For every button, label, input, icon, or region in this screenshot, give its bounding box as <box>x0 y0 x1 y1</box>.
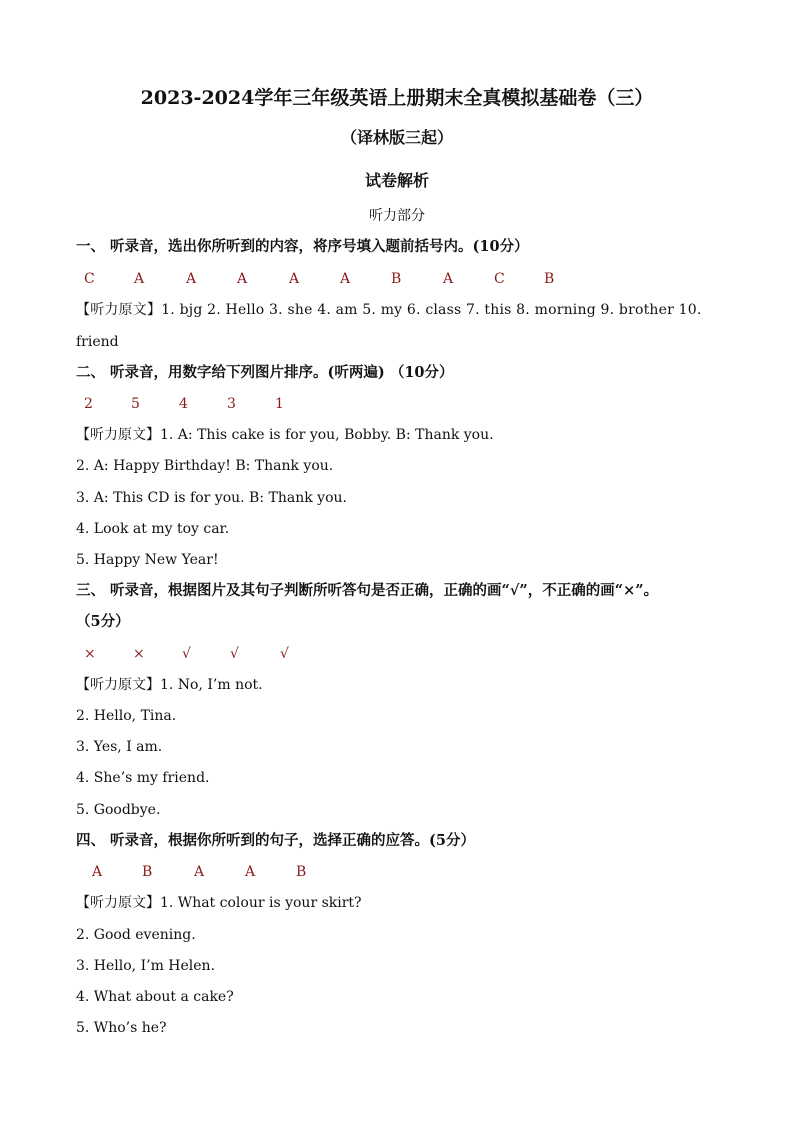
section-3-transcript-line-4: 4. She’s my friend. <box>76 770 210 786</box>
answer-2: 5 <box>131 396 140 412</box>
transcript-text: 1. A: This cake is for you, Bobby. B: Thank you. <box>160 427 494 443</box>
answer-4: 3 <box>227 396 236 412</box>
section-3-transcript-line-1 <box>76 676 263 694</box>
answer-6: A <box>340 271 351 287</box>
section-3-heading: 三、 听录音，根据图片及其句子判断所听答句是否正确，正确的画“√”，不正确的画“×”。 <box>76 582 659 599</box>
answer-4: A <box>245 864 256 880</box>
answer-3: A <box>194 864 205 880</box>
edition-subtitle: （译林版三起） <box>340 128 453 147</box>
answer-10: B <box>544 271 555 287</box>
transcript-tag: 【听力原文】 <box>76 677 160 693</box>
section-4-transcript-line-3: 3. Hello, I’m Helen. <box>76 958 216 974</box>
section-1-transcript-line-1 <box>76 301 702 319</box>
section-3-transcript-line-2: 2. Hello, Tina. <box>76 708 177 724</box>
section-4-transcript-line-4: 4. What about a cake? <box>76 989 234 1005</box>
section-4-transcript-line-2: 2. Good evening. <box>76 927 196 943</box>
section-3-transcript-line-3: 3. Yes, I am. <box>76 739 163 755</box>
answer-3: √ <box>182 646 191 662</box>
answer-4: A <box>237 271 248 287</box>
section-2-transcript-line-1 <box>76 426 494 444</box>
transcript-text: 1. bjg 2. Hello 3. she 4. am 5. my 6. class 7. this 8. morning 9. brother 10. <box>161 302 702 318</box>
answer-5: B <box>296 864 307 880</box>
section-2-transcript-line-3: 3. A: This CD is for you. B: Thank you. <box>76 490 347 506</box>
section-4-heading: 四、 听录音，根据你所听到的句子，选择正确的应答。(5分） <box>76 832 475 849</box>
section-2-transcript-line-5: 5. Happy New Year! <box>76 552 219 568</box>
section-4-transcript-line-5: 5. Who’s he? <box>76 1020 167 1036</box>
section-3-transcript-line-5: 5. Goodbye. <box>76 802 161 818</box>
page-title: 2023-2024学年三年级英语上册期末全真模拟基础卷（三） <box>140 87 654 109</box>
transcript-tag: 【听力原文】 <box>76 895 160 911</box>
section-2-transcript-line-4: 4. Look at my toy car. <box>76 521 230 537</box>
transcript-text: 1. No, I’m not. <box>160 677 263 693</box>
answer-1: C <box>84 271 95 287</box>
document-type: 试卷解析 <box>364 171 429 190</box>
section-1-heading: 一、 听录音，选出你所听到的内容，将序号填入题前括号内。(10分） <box>76 238 529 255</box>
transcript-tag: 【听力原文】 <box>76 427 160 443</box>
answer-2: A <box>134 271 145 287</box>
answer-2: × <box>133 646 145 662</box>
answer-9: C <box>494 271 505 287</box>
answer-1: A <box>92 864 103 880</box>
answer-5: √ <box>280 646 289 662</box>
answer-2: B <box>142 864 153 880</box>
section-2-heading: 二、 听录音，用数字给下列图片排序。(听两遍) （10分） <box>76 364 454 381</box>
answer-3: 4 <box>179 396 188 412</box>
part-label: 听力部分 <box>369 208 425 224</box>
answer-5: 1 <box>275 396 284 412</box>
answer-1: × <box>84 646 96 662</box>
answer-7: B <box>391 271 402 287</box>
answer-4: √ <box>230 646 239 662</box>
section-1-transcript-line-2: friend <box>76 334 119 350</box>
answer-5: A <box>289 271 300 287</box>
transcript-tag: 【听力原文】 <box>76 302 162 318</box>
transcript-text: 1. What colour is your skirt? <box>160 895 362 911</box>
answer-1: 2 <box>84 396 93 412</box>
answer-8: A <box>443 271 454 287</box>
answer-3: A <box>186 271 197 287</box>
section-4-transcript-line-1 <box>76 894 362 912</box>
section-3-heading-points: （5分） <box>76 613 130 630</box>
section-2-transcript-line-2: 2. A: Happy Birthday! B: Thank you. <box>76 458 334 474</box>
